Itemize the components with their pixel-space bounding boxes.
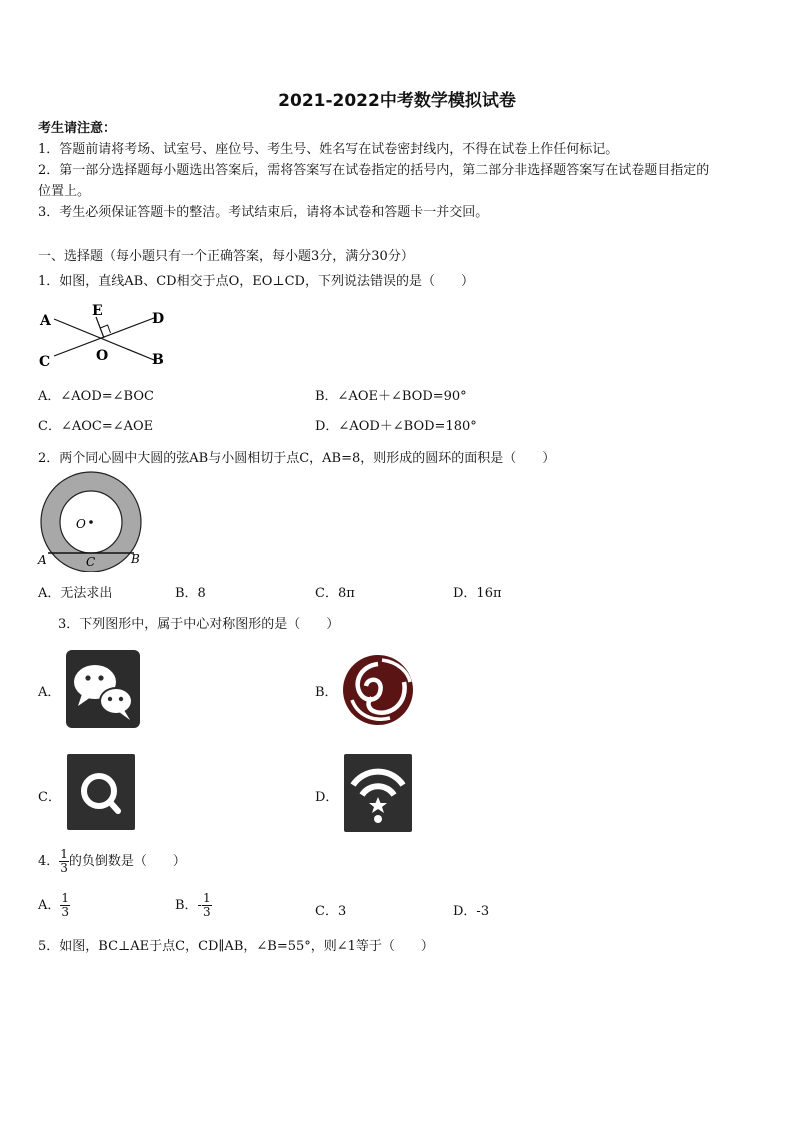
question-3-option-c: C． bbox=[38, 790, 61, 805]
center-point bbox=[89, 520, 93, 524]
question-2-figure bbox=[34, 470, 146, 572]
question-1-option-a: A．∠AOD=∠BOC bbox=[38, 389, 154, 404]
wifi-signal-icon bbox=[343, 753, 413, 833]
question-5-stem: 5．如图，BC⊥AE于点C，CD∥AB，∠B=55°，则∠1等于（ ） bbox=[38, 939, 434, 954]
question-3-option-a: A． bbox=[38, 685, 61, 700]
label-b: B bbox=[152, 352, 164, 368]
label-a: A bbox=[38, 553, 47, 567]
fraction-one-third bbox=[60, 892, 70, 919]
label-e: E bbox=[92, 303, 103, 319]
question-4-option-c: C．3 bbox=[315, 904, 347, 919]
fraction-numerator: 1 bbox=[61, 891, 70, 905]
fraction-one-third bbox=[59, 848, 69, 875]
notice-line-1: 1．答题前请将考场、试室号、座位号、考生号、姓名写在试卷密封线内，不得在试卷上作任何标记。 bbox=[38, 142, 619, 157]
notice-line-2: 2．第一部分选择题每小题选出答案后，需将答案写在试卷指定的括号内，第二部分非选择题答案写在试卷题目指定的 bbox=[38, 163, 710, 178]
question-4-option-a bbox=[38, 892, 70, 919]
label-o: O bbox=[76, 517, 86, 531]
question-2-option-b: B．8 bbox=[175, 586, 206, 601]
question-3-stem: 3．下列图形中，属于中心对称图形的是（ ） bbox=[58, 617, 340, 632]
question-2-stem: 2．两个同心圆中大圆的弦AB与小圆相切于点C，AB=8，则形成的圆环的面积是（ ） bbox=[38, 451, 556, 466]
fraction-numerator: 1 bbox=[202, 891, 211, 905]
question-2-option-c: C．8π bbox=[315, 586, 355, 601]
fraction-denominator: 3 bbox=[202, 905, 211, 919]
question-1-option-c: C．∠AOC=∠AOE bbox=[38, 419, 154, 434]
question-3-option-d: D． bbox=[315, 790, 339, 805]
page-title: 2021-2022中考数学模拟试卷 bbox=[278, 91, 516, 111]
question-2-option-a: A．无法求出 bbox=[38, 586, 113, 601]
question-4-suffix: 的负倒数是（ ） bbox=[68, 854, 186, 869]
label-c: C bbox=[86, 555, 96, 569]
question-4-option-b bbox=[175, 892, 212, 919]
swirl-logo-icon bbox=[338, 650, 418, 730]
label-o: O bbox=[96, 348, 109, 364]
label-c: C bbox=[39, 354, 51, 370]
label-a: A bbox=[40, 313, 51, 329]
question-4-prefix: 4． bbox=[38, 854, 60, 869]
section-heading: 一、选择题（每小题只有一个正确答案，每小题3分，满分30分） bbox=[38, 249, 414, 264]
option-label: B．- bbox=[175, 898, 202, 913]
question-4-option-d: D．-3 bbox=[453, 904, 490, 919]
notice-line-4: 3．考生必须保证答题卡的整洁。考试结束后，请将本试卷和答题卡一并交回。 bbox=[38, 205, 489, 220]
fraction-denominator: 3 bbox=[60, 861, 68, 875]
q-letter-icon bbox=[66, 753, 136, 831]
question-3-option-b: B． bbox=[315, 685, 338, 700]
question-1-option-d: D．∠AOD＋∠BOD=180° bbox=[315, 419, 477, 434]
fraction-denominator: 3 bbox=[61, 905, 70, 919]
fraction-one-third bbox=[202, 892, 212, 919]
question-2-option-d: D．16π bbox=[453, 586, 502, 601]
fraction-numerator: 1 bbox=[60, 847, 68, 861]
label-d: D bbox=[152, 311, 165, 327]
question-1-option-b: B．∠AOE＋∠BOD=90° bbox=[315, 389, 467, 404]
label-b: B bbox=[131, 552, 140, 566]
notice-line-3: 位置上。 bbox=[38, 184, 91, 199]
question-1-figure bbox=[36, 298, 176, 370]
chat-bubbles-icon bbox=[64, 648, 142, 730]
question-4-stem bbox=[38, 848, 186, 875]
option-label: A． bbox=[38, 898, 61, 913]
question-1-stem: 1．如图，直线AB、CD相交于点O，EO⊥CD，下列说法错误的是（ ） bbox=[38, 274, 474, 289]
notice-heading: 考生请注意： bbox=[38, 121, 117, 136]
